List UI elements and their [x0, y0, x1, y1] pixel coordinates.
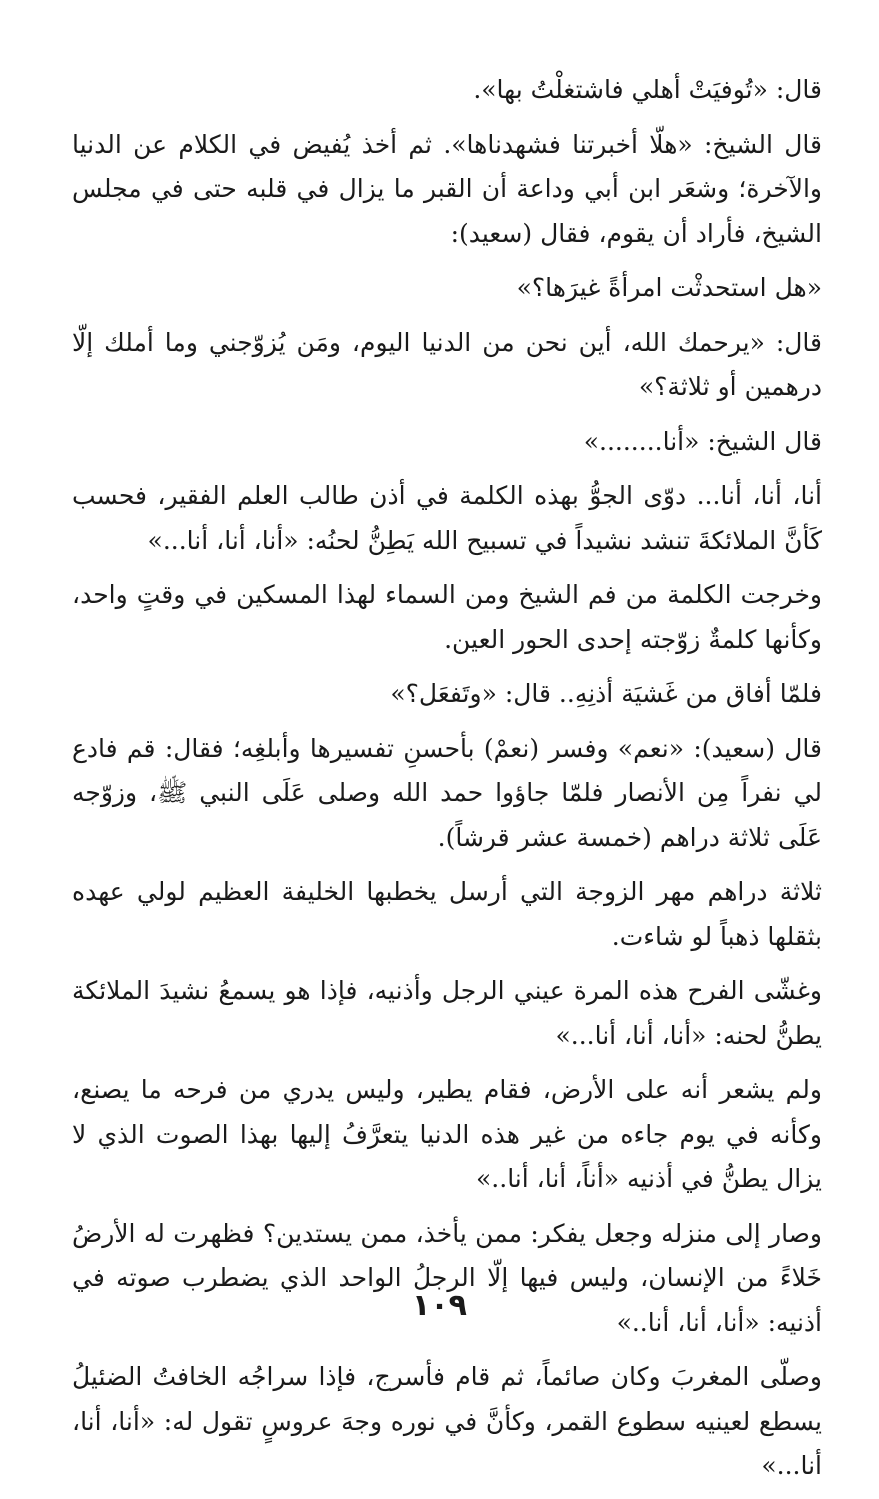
- paragraph: وصلّى المغربَ وكان صائماً، ثم قام فأسرج، فإذا سراجُه الخافتُ الضئيلُ يسطع لعينيه سطوع القمر، وكأنَّ في نوره وجهَ عروسٍ تقول له: «أنا، أنا، أنا...»: [72, 1362, 822, 1480]
- page-body: [72, 68, 822, 1499]
- paragraph: ولم يشعر أنه على الأرض، فقام يطير، وليس يدري من فرحه ما يصنع، وكأنه في يوم جاءه من غير هذه الدنيا يتعرَّفُ إليها بهذا الصوت الذي لا يزال يطنُّ في أذنيه «أناً، أنا، أنا..»: [72, 1075, 822, 1193]
- paragraph: قال الشيخ: «أنا........»: [583, 426, 822, 456]
- paragraph: وصار إلى منزله وجعل يفكر: ممن يأخذ، ممن يستدين؟ فظهرت له الأرضُ خَلاءً من الإنسان، وليس فيها إلّا الرجلُ الواحد الذي يضطرب صوته في أذنيه: «أنا، أنا، أنا..»: [72, 1218, 822, 1337]
- paragraph: ثلاثة دراهم مهر الزوجة التي أرسل يخطبها الخليفة العظيم لولي عهده بثقلها ذهباً لو شاءت.: [72, 877, 822, 951]
- page-number: ١٠٩: [412, 1288, 467, 1323]
- paragraph: وغشّى الفرح هذه المرة عيني الرجل وأذنيه، فإذا هو يسمعُ نشيدَ الملائكة يطنُّ لحنه: «أنا، أنا، أنا...»: [72, 976, 822, 1050]
- paragraph: وخرجت الكلمة من فم الشيخ ومن السماء لهذا المسكين في وقتٍ واحد، وكأنها كلمةٌ زوّجته إحدى الحور العين.: [72, 580, 822, 654]
- paragraph: قال الشيخ: «هلّا أخبرتنا فشهدناها». ثم أخذ يُفيض في الكلام عن الدنيا والآخرة؛ وشعَر ابن أبي وداعة أن القبر ما يزال في قلبه حتى في مجلس الشيخ، فأراد أن يقوم، فقال (سعيد):: [72, 129, 822, 248]
- paragraph: قال: «يرحمك الله، أين نحن من الدنيا اليوم، ومَن يُزوّجني وما أملك إلّا درهمين أو ثلاثة؟»: [72, 327, 822, 401]
- paragraph: فلمّا أفاق من غَشيَة أذنِهِ.. قال: «وتَفعَل؟»: [390, 679, 822, 708]
- paragraph: قال (سعيد): «نعم» وفسر (نعمْ) بأحسنِ تفسيرها وأبلغِه؛ فقال: قم فادع لي نفراً مِن الأنصار فلمّا جاؤوا حمد الله وصلى عَلَى النبي ﷺ، وزوّجه عَلَى ثلاثة دراهم (خمسة عشر قرشاً).: [72, 733, 822, 852]
- paragraph: أنا، أنا، أنا... دوّى الجوُّ بهذه الكلمة في أذن طالب العلم الفقير، فحسب كَأنَّ الملائكةَ تنشد نشيداً في تسبيح الله يَطِنُّ لحنُه: «أنا، أنا، أنا...»: [72, 481, 822, 555]
- paragraph: قال: «تُوفيَتْ أهلي فاشتغلْتُ بها».: [473, 75, 822, 104]
- paragraph: «هل استحدثْت امرأةً غيرَها؟»: [516, 273, 822, 302]
